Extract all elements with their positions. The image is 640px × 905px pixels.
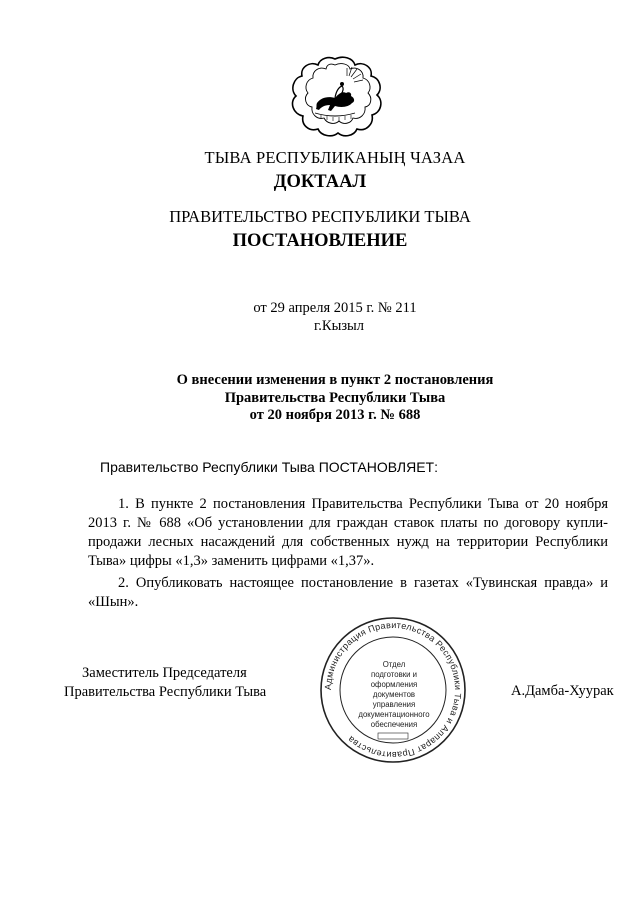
seal-inner-text <box>349 660 439 730</box>
signatory-position-line-2: Правительства Республики Тыва <box>64 684 267 700</box>
signatory-name: А.Дамба-Хуурак <box>511 683 614 699</box>
seal-inner-line-5: документационного <box>358 710 430 719</box>
paragraph-2: 2. Опубликовать настоящее постановление в газетах «Тувинская правда» и «Шын». <box>88 575 608 610</box>
seal-inner-line-3: оформления документов <box>370 680 418 699</box>
seal-inner-line-2: подготовки и <box>370 670 418 679</box>
tyva-emblem-icon <box>283 55 387 137</box>
seal-inner-line-4: управления <box>372 700 416 709</box>
signatory-position-line-1: Заместитель Председателя <box>82 665 247 681</box>
title-line-3: от 20 ноября 2013 г. № 688 <box>249 407 421 423</box>
document-title <box>0 372 640 425</box>
document-date-number: от 29 апреля 2015 г. № 211 <box>253 300 417 316</box>
title-line-2: Правительства Республики Тыва <box>224 389 446 406</box>
tyva-government-heading: ТЫВА РЕСПУБЛИКАНЫҢ ЧАЗАА <box>204 148 466 167</box>
preamble: Правительство Республики Тыва ПОСТАНОВЛЯЕТ: <box>100 459 438 475</box>
russian-government-heading: ПРАВИТЕЛЬСТВО РЕСПУБЛИКИ ТЫВА <box>169 207 471 226</box>
seal-outer-text: Администрация Правительства Республики Тыва и Аппарат Правительства <box>322 619 464 761</box>
tyva-document-type: ДОКТААЛ <box>273 172 367 192</box>
document-city: г.Кызыл <box>313 318 365 334</box>
signatory-position <box>64 664 266 702</box>
title-line-1: О внесении изменения в пункт 2 постановления <box>176 372 494 388</box>
paragraph-1: 1. В пункте 2 постановления Правительства Республики Тыва от 20 ноября 2013 г. № 688 «Об установлении для граждан ставок платы по договору купли-продажи лесных насаждений для собственных нужд на территории Республики Тыва» цифры «1,3» заменить цифрами «1,37». <box>88 496 608 569</box>
seal-inner-line-6: обеспечения <box>370 720 418 729</box>
seal-inner-line-1: Отдел <box>382 660 406 669</box>
russian-document-type: ПОСТАНОВЛЕНИЕ <box>232 231 408 251</box>
